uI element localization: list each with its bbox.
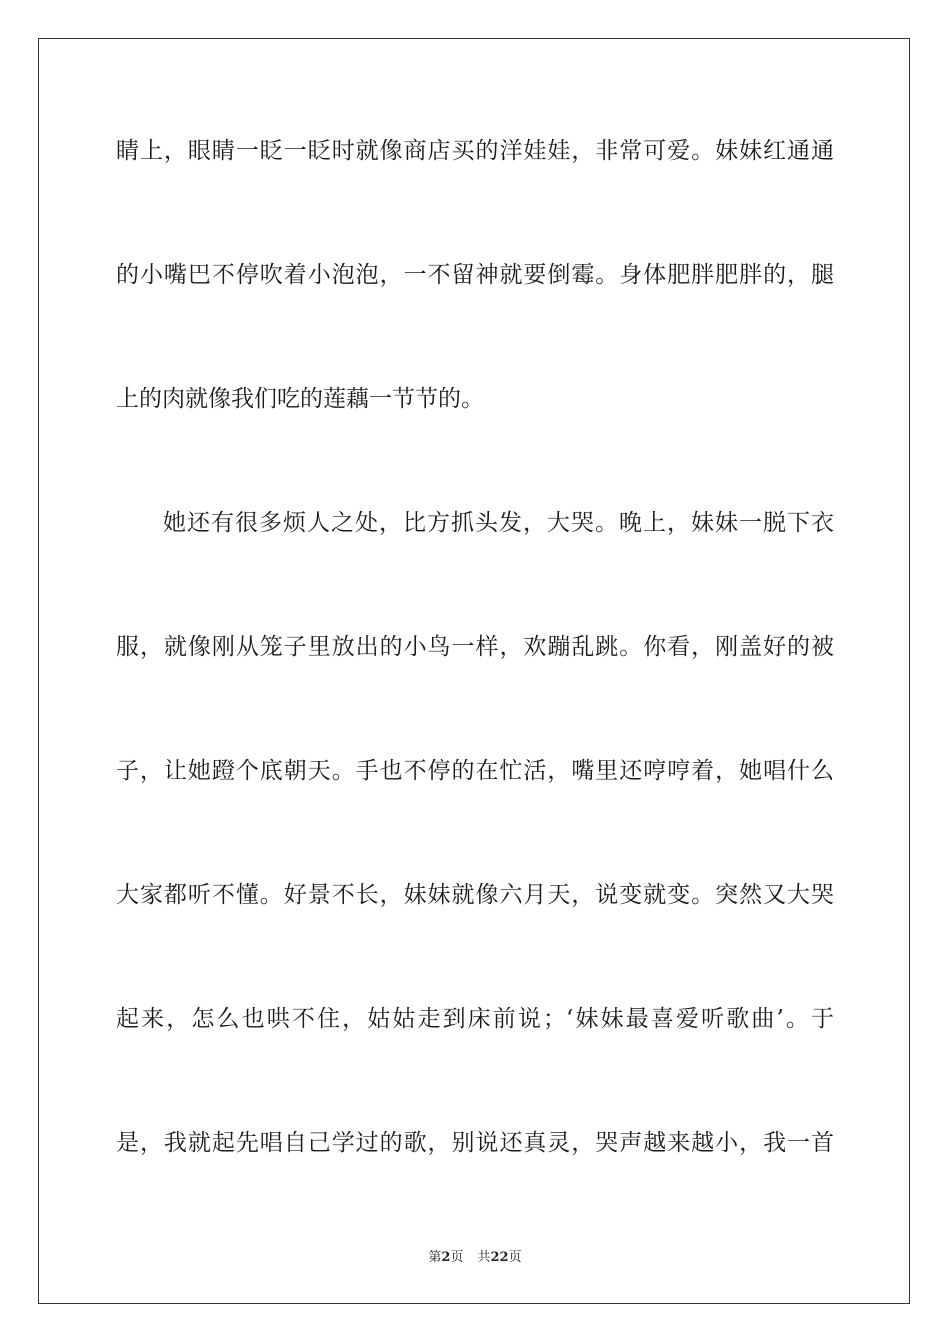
page-footer	[0, 1246, 950, 1265]
page-border	[38, 38, 910, 1304]
text-line: 上的肉就像我们吃的莲藕一节节的。	[116, 386, 484, 412]
text-line: 是，我就起先唱自己学过的歌，别说还真灵，哭声越来越小，我一首	[116, 1130, 834, 1156]
page-suffix: 页	[450, 1250, 464, 1265]
text-line: 大家都听不懂。好景不长，妹妹就像六月天，说变就变。突然又大哭	[116, 882, 834, 908]
text-line: 服，就像刚从笼子里放出的小鸟一样，欢蹦乱跳。你看，刚盖好的被	[116, 634, 834, 660]
page-prefix: 第	[428, 1250, 442, 1265]
text-line: 起来，怎么也哄不住，姑姑走到床前说；‘妹妹最喜爱听歌曲’。于	[116, 1006, 834, 1032]
text-line: 她还有很多烦人之处，比方抓头发，大哭。晚上，妹妹一脱下衣	[163, 510, 834, 536]
total-prefix: 共	[477, 1250, 491, 1265]
text-line: 睛上，眼睛一眨一眨时就像商店买的洋娃娃，非常可爱。妹妹红通通	[116, 138, 834, 164]
text-line: 的小嘴巴不停吹着小泡泡，一不留神就要倒霉。身体肥胖肥胖的，腿	[116, 262, 834, 288]
total-pages: 22	[490, 1250, 509, 1265]
page-number: 2	[441, 1250, 451, 1265]
total-suffix: 页	[508, 1250, 522, 1265]
text-line: 子，让她蹬个底朝天。手也不停的在忙活，嘴里还哼哼着，她唱什么	[116, 758, 834, 784]
